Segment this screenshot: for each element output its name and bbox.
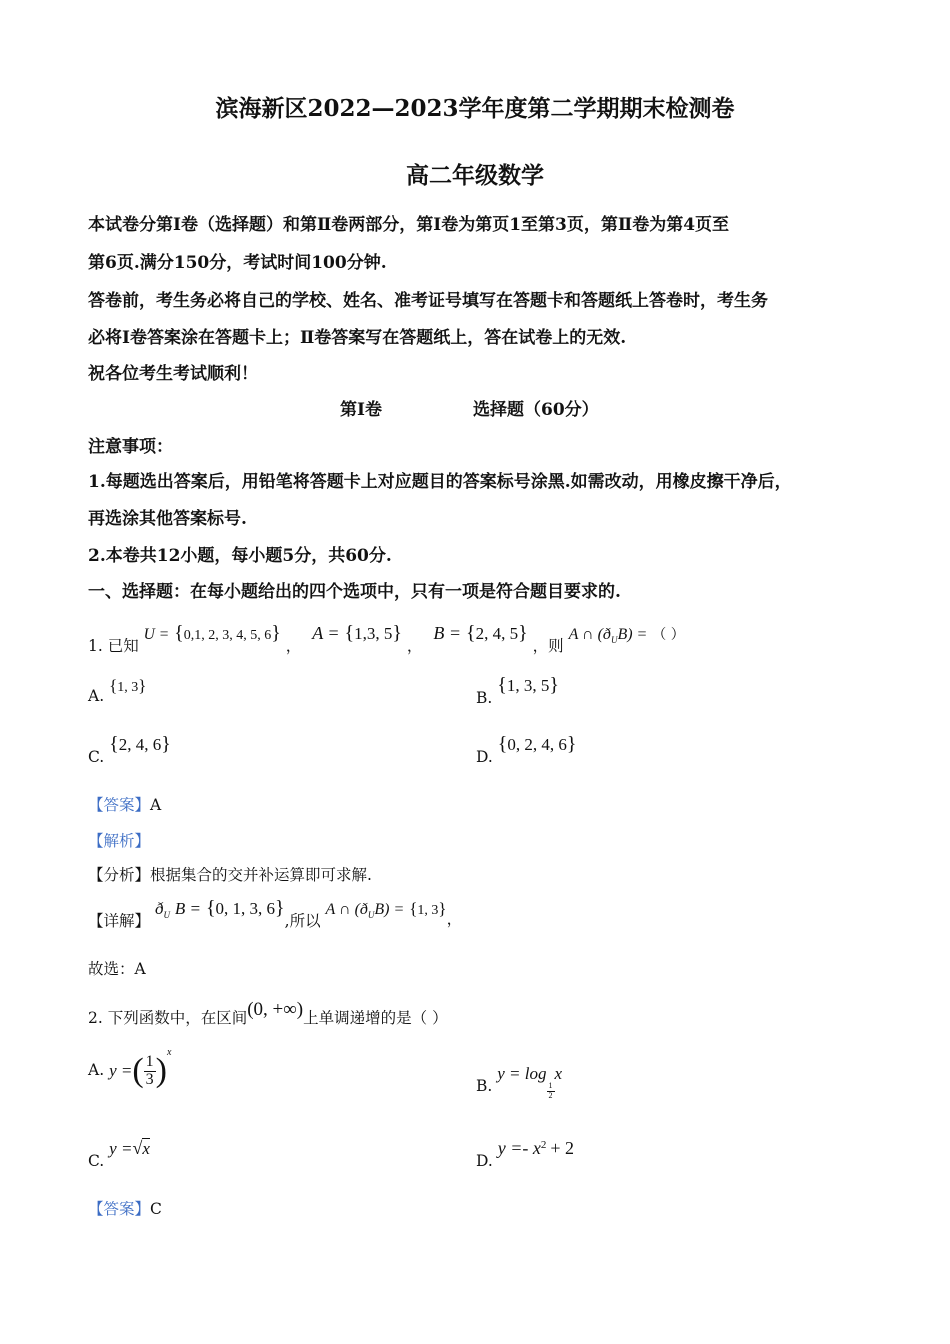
q1-option-d-letter: D. xyxy=(476,748,493,766)
q2-interval: (0, +∞) xyxy=(247,999,304,1020)
q1-expr-sub: U xyxy=(610,635,618,646)
q2-option-a-lhs: y = xyxy=(109,1061,133,1080)
q1-option-a-letter: A. xyxy=(88,687,105,705)
q1-option-b-set: 1, 3, 5 xyxy=(506,676,550,695)
q1-fenxi xyxy=(88,863,372,885)
q1-detail-so: ,所以 xyxy=(284,912,321,930)
q1-detail: 【详解】 $ð_U$ B = {0, 1, 3, 6},所以 A ∩ $(ð_UB) = \{1$, 3}， xyxy=(88,897,463,930)
q1-detail-sub: U xyxy=(163,910,170,921)
q1-answer-tag: 【答案】 xyxy=(88,796,151,814)
q1-detail-expr2: B) = xyxy=(374,901,405,918)
q1-fenxi-tag: 【分析】 xyxy=(88,866,151,884)
section-heading: 一、选择题：在每小题给出的四个选项中，只有一项是符合题目要求的. xyxy=(88,582,621,602)
q2-option-d-letter: D. xyxy=(476,1152,493,1170)
q1-detail-set: 0, 1, 3, 6 xyxy=(215,899,276,918)
intro-line-1: 本试卷分第Ⅰ卷（选择题）和第Ⅱ卷两部分，第Ⅰ卷为第页1至第3页，第Ⅱ卷为第4页至 xyxy=(88,215,730,235)
q2-option-a-num: 1 xyxy=(145,1052,154,1070)
q1-option-c: C. {2, 4, 6} xyxy=(88,733,171,766)
q1-option-d: D. {0, 2, 4, 6} xyxy=(476,733,577,766)
question-2-stem xyxy=(88,998,448,1027)
intro-line-4: 必将Ⅰ卷答案涂在答题卡上；Ⅱ卷答案写在答题纸上，答在试卷上的无效. xyxy=(88,328,627,348)
q1-detail-comp: ð xyxy=(154,899,164,918)
note-1a: 1.每题选出答案后，用铅笔将答题卡上对应题目的答案标号涂黑.如需改动，用橡皮擦干净后， xyxy=(88,472,792,492)
page-subtitle: 高二年级数学 xyxy=(406,162,544,189)
note-2: 2.本卷共12小题，每小题5分，共60分. xyxy=(88,546,392,566)
q2-option-a-den: 3 xyxy=(145,1070,154,1088)
q2-option-d xyxy=(476,1138,575,1170)
q1-detail-end: ， xyxy=(446,910,463,928)
q2-option-d-exp: 2 xyxy=(540,1138,547,1151)
q1-a-set: 1,3, 5 xyxy=(354,624,393,643)
q2-answer-value: C xyxy=(150,1200,162,1218)
section-name: 选择题（60分） xyxy=(473,400,599,420)
q1-option-c-letter: C. xyxy=(88,748,105,766)
q1-analysis-tag: 【解析】 xyxy=(88,832,151,850)
q1-b-label: B = xyxy=(433,623,462,643)
q2-option-c-lhs: y = xyxy=(109,1139,133,1158)
q1-fenxi-text: 根据集合的交并补运算即可求解. xyxy=(150,866,372,884)
question-1-stem: 1. 已知 U = {0,1, 2, 3, 4, 5, 6} ， A = {1,3, 5} ， B = {2, 4, 5} ，则 A ∩ $(ð_UB)$ = （ ） xyxy=(88,622,685,655)
q2-option-d-lhs: y =- x xyxy=(497,1138,541,1158)
note-1b: 再选涂其他答案标号. xyxy=(88,509,247,529)
q1-u-set: 0,1, 2, 3, 4, 5, 6 xyxy=(183,628,272,643)
q1-then: ，则 xyxy=(532,637,564,655)
section-part: 第Ⅰ卷 xyxy=(340,400,382,420)
q1-a-label: A = xyxy=(312,623,340,643)
q2-option-d-rest: + 2 xyxy=(550,1138,575,1158)
q1-answer xyxy=(88,793,161,815)
q2-answer xyxy=(88,1197,162,1219)
q2-answer-tag: 【答案】 xyxy=(88,1200,151,1218)
q2-option-c-radical: √ xyxy=(132,1138,143,1158)
q1-prefix: 1. 已知 xyxy=(88,637,139,655)
q1-expr2: B) = xyxy=(617,626,648,643)
q1-paren: （ ） xyxy=(652,627,685,643)
q2-option-c xyxy=(88,1138,150,1170)
q2-option-b-base-den: 2 xyxy=(548,1090,553,1100)
q2-option-b-base xyxy=(547,1082,555,1100)
q2-option-b-base-num: 1 xyxy=(548,1081,553,1091)
intro-line-3: 答卷前，考生务必将自己的学校、姓名、准考证号填写在答题卡和答题纸上答卷时，考生务 xyxy=(88,291,768,311)
q2-option-c-arg: x xyxy=(142,1139,150,1158)
q1-detail-tag: 【详解】 xyxy=(88,912,151,930)
q1-b-set: 2, 4, 5 xyxy=(475,624,519,643)
q2-option-a-letter: A. xyxy=(88,1061,105,1079)
q2-option-b-letter: B. xyxy=(476,1077,493,1095)
q1-sep1: ， xyxy=(285,637,302,655)
q1-detail-expr-sub: U xyxy=(367,910,375,921)
q1-expr: A ∩ (ð xyxy=(568,626,611,643)
q1-option-a: A. {1, 3} xyxy=(88,676,147,705)
q1-detail-result: 1, 3 xyxy=(417,903,439,918)
q2-option-b xyxy=(476,1064,563,1100)
q1-choose: 故选：A xyxy=(88,960,146,978)
q2-option-a: A. y =( $\frac{1}{3}$ )$^x$ xyxy=(88,1046,172,1089)
q1-option-b-letter: B. xyxy=(476,689,493,707)
q1-option-c-set: 2, 4, 6 xyxy=(118,735,162,754)
intro-line-2: 第6页.满分150分，考试时间100分钟. xyxy=(88,253,387,273)
page-title: 滨海新区2022—2023学年度第二学期期末检测卷 xyxy=(215,95,735,122)
notes-title: 注意事项： xyxy=(88,437,173,457)
q1-sep2: ， xyxy=(406,637,423,655)
q1-detail-expr: A ∩ (ð xyxy=(325,901,368,918)
q2-suffix: 上单调递增的是（ ） xyxy=(303,1009,448,1027)
q2-option-a-fraction xyxy=(144,1054,156,1089)
q1-detail-b: B = xyxy=(174,899,201,918)
q1-option-a-set: 1, 3 xyxy=(117,680,139,695)
q2-option-b-arg: x xyxy=(554,1064,563,1083)
q2-option-b-lhs: y = log xyxy=(497,1064,547,1083)
q1-answer-value: A xyxy=(150,796,162,814)
q2-prefix: 2. 下列函数中，在区间 xyxy=(88,1009,248,1027)
q1-u-label: U = xyxy=(143,626,170,643)
q1-option-b: B. {1, 3, 5} xyxy=(476,674,559,707)
q1-option-d-set: 0, 2, 4, 6 xyxy=(507,735,567,754)
intro-line-5: 祝各位考生考试顺利！ xyxy=(88,364,258,384)
q2-option-a-exp: x xyxy=(167,1046,172,1058)
q2-option-c-letter: C. xyxy=(88,1152,105,1170)
